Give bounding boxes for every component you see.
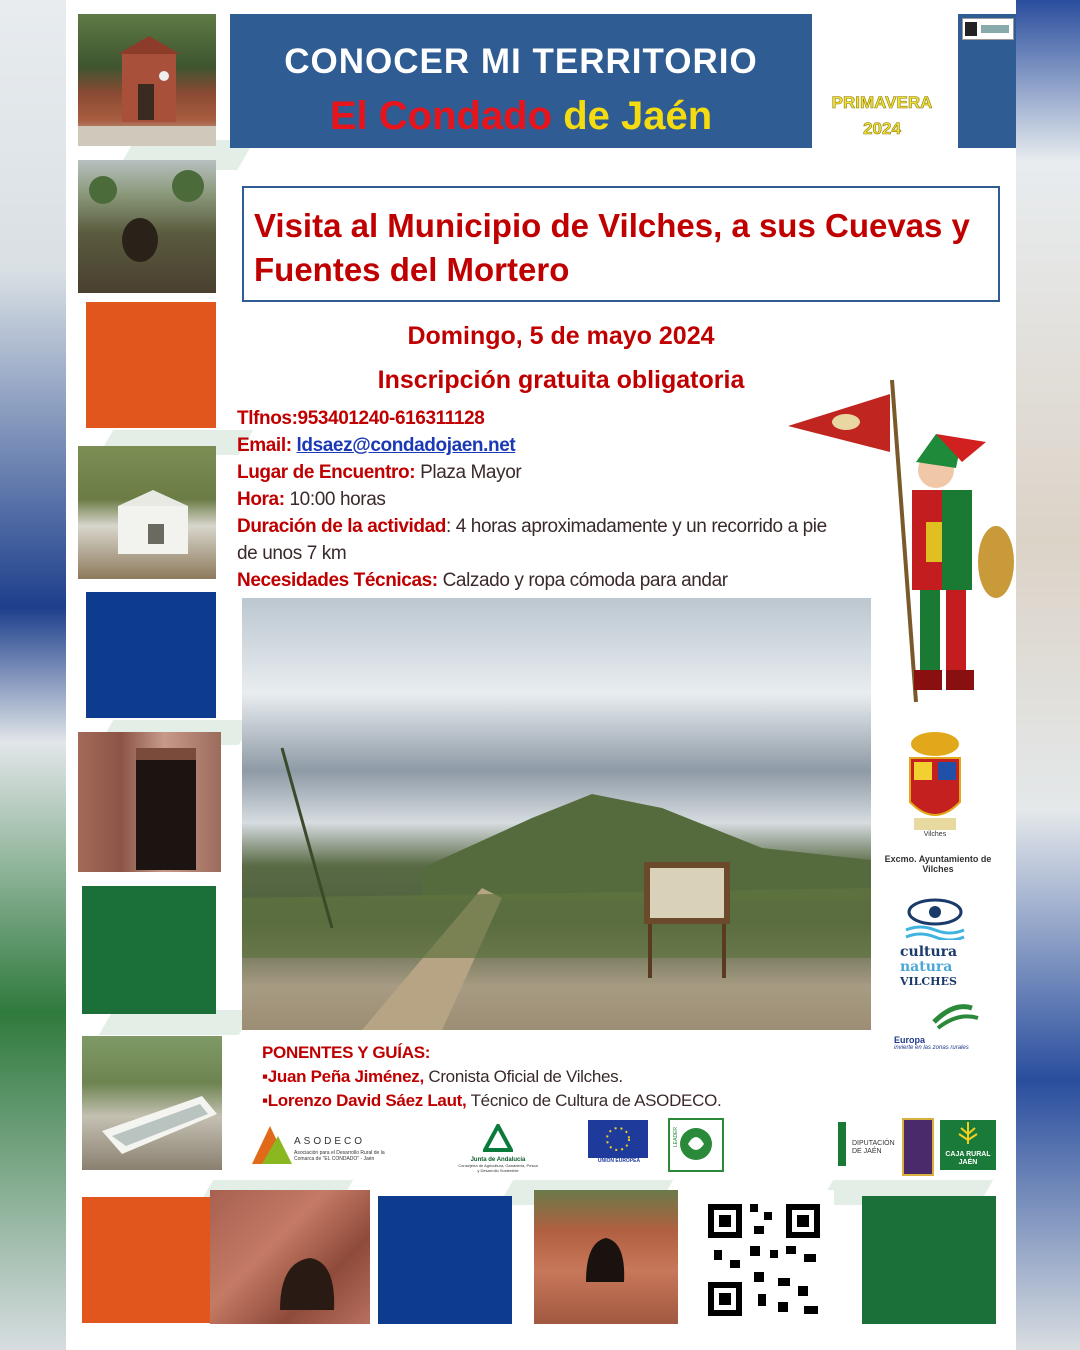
- eu-flag-logo: UNIÓN EUROPEA: [588, 1120, 650, 1170]
- orange-square: [86, 302, 216, 428]
- vilches-coat-of-arms-icon: Vilches: [900, 730, 970, 845]
- chapel-photo: [78, 14, 216, 146]
- season-label: PRIMAVERA 2024: [831, 93, 933, 138]
- speakers-heading: PONENTES Y GUÍAS:: [262, 1043, 431, 1062]
- asodeco-logo: ASODECO Asociación para el Desarrollo Rural de la Comarca de "EL CONDADO" - Jaén: [248, 1122, 398, 1170]
- speaker-item: ▪Lorenzo David Sáez Laut, Técnico de Cultura de ASODECO.: [262, 1091, 722, 1110]
- needs-line: Necesidades Técnicas: Calzado y ropa cómoda para andar: [237, 570, 728, 591]
- caja-rural-logo: CAJA RURAL JAÉN: [940, 1120, 996, 1170]
- diputacion-jaen-logo: DIPUTACIÓN DE JAÉN: [834, 1120, 898, 1170]
- background-left: [0, 0, 66, 1350]
- email-line: Email: ldsaez@condadojaen.net: [237, 435, 516, 456]
- header-title: CONOCER MI TERRITORIO: [284, 42, 758, 81]
- leader-logo: LEADER: [668, 1118, 724, 1172]
- europa-invierte-logo: Europa invierte en las zonas rurales: [894, 1002, 984, 1048]
- fountain-photo: [78, 446, 216, 579]
- time-line: Hora: 10:00 horas: [237, 489, 386, 510]
- header-banner: [230, 14, 812, 148]
- qr-code[interactable]: [694, 1190, 834, 1330]
- duration-line-2: de unos 7 km: [237, 543, 347, 564]
- ayuntamiento-label: Excmo. Ayuntamiento de Vilches: [884, 854, 992, 874]
- red-rock-cave-photo: [210, 1190, 370, 1324]
- background-right: [1016, 0, 1080, 1350]
- speaker-item: ▪Juan Peña Jiménez, Cronista Oficial de Vilches.: [262, 1067, 623, 1086]
- cave-entrance-photo: [78, 732, 221, 872]
- event-title-box: [242, 186, 1000, 302]
- orange-square: [82, 1197, 216, 1323]
- event-date: Domingo, 5 de mayo 2024: [407, 322, 715, 350]
- junta-andalucia-logo: Junta de Andalucía Consejería de Agricultura, Ganadería, Pesca y Desarrollo Sostenible: [458, 1124, 538, 1172]
- trough-photo: [82, 1036, 222, 1170]
- header-subtitle: El Condado de Jaén: [329, 94, 713, 138]
- duration-line: Duración de la actividad: 4 horas aproximadamente y un recorrido a pie: [237, 516, 827, 537]
- blue-square: [86, 592, 216, 718]
- registration-note: Inscripción gratuita obligatoria: [377, 366, 745, 394]
- cultura-natura-logo: cultura natura VILCHES: [900, 890, 980, 994]
- cave-red-earth-photo: [534, 1190, 678, 1324]
- green-square: [862, 1196, 996, 1324]
- coat-of-arms-purple-icon: [902, 1118, 934, 1176]
- mini-logo-icon: [962, 18, 1014, 40]
- cave-hill-photo: [78, 160, 216, 293]
- blue-square: [378, 1196, 512, 1324]
- email-link[interactable]: ldsaez@condadojaen.net: [296, 435, 516, 456]
- poster: [66, 0, 1016, 1350]
- landscape-photo: [242, 598, 871, 1030]
- place-line: Lugar de Encuentro: Plaza Mayor: [237, 462, 522, 483]
- event-title: Visita al Municipio de Vilches, a sus Cuevas y Fuentes del Mortero: [254, 207, 970, 288]
- green-square: [82, 886, 216, 1014]
- phones-line: Tlfnos:953401240-616311128: [237, 408, 485, 429]
